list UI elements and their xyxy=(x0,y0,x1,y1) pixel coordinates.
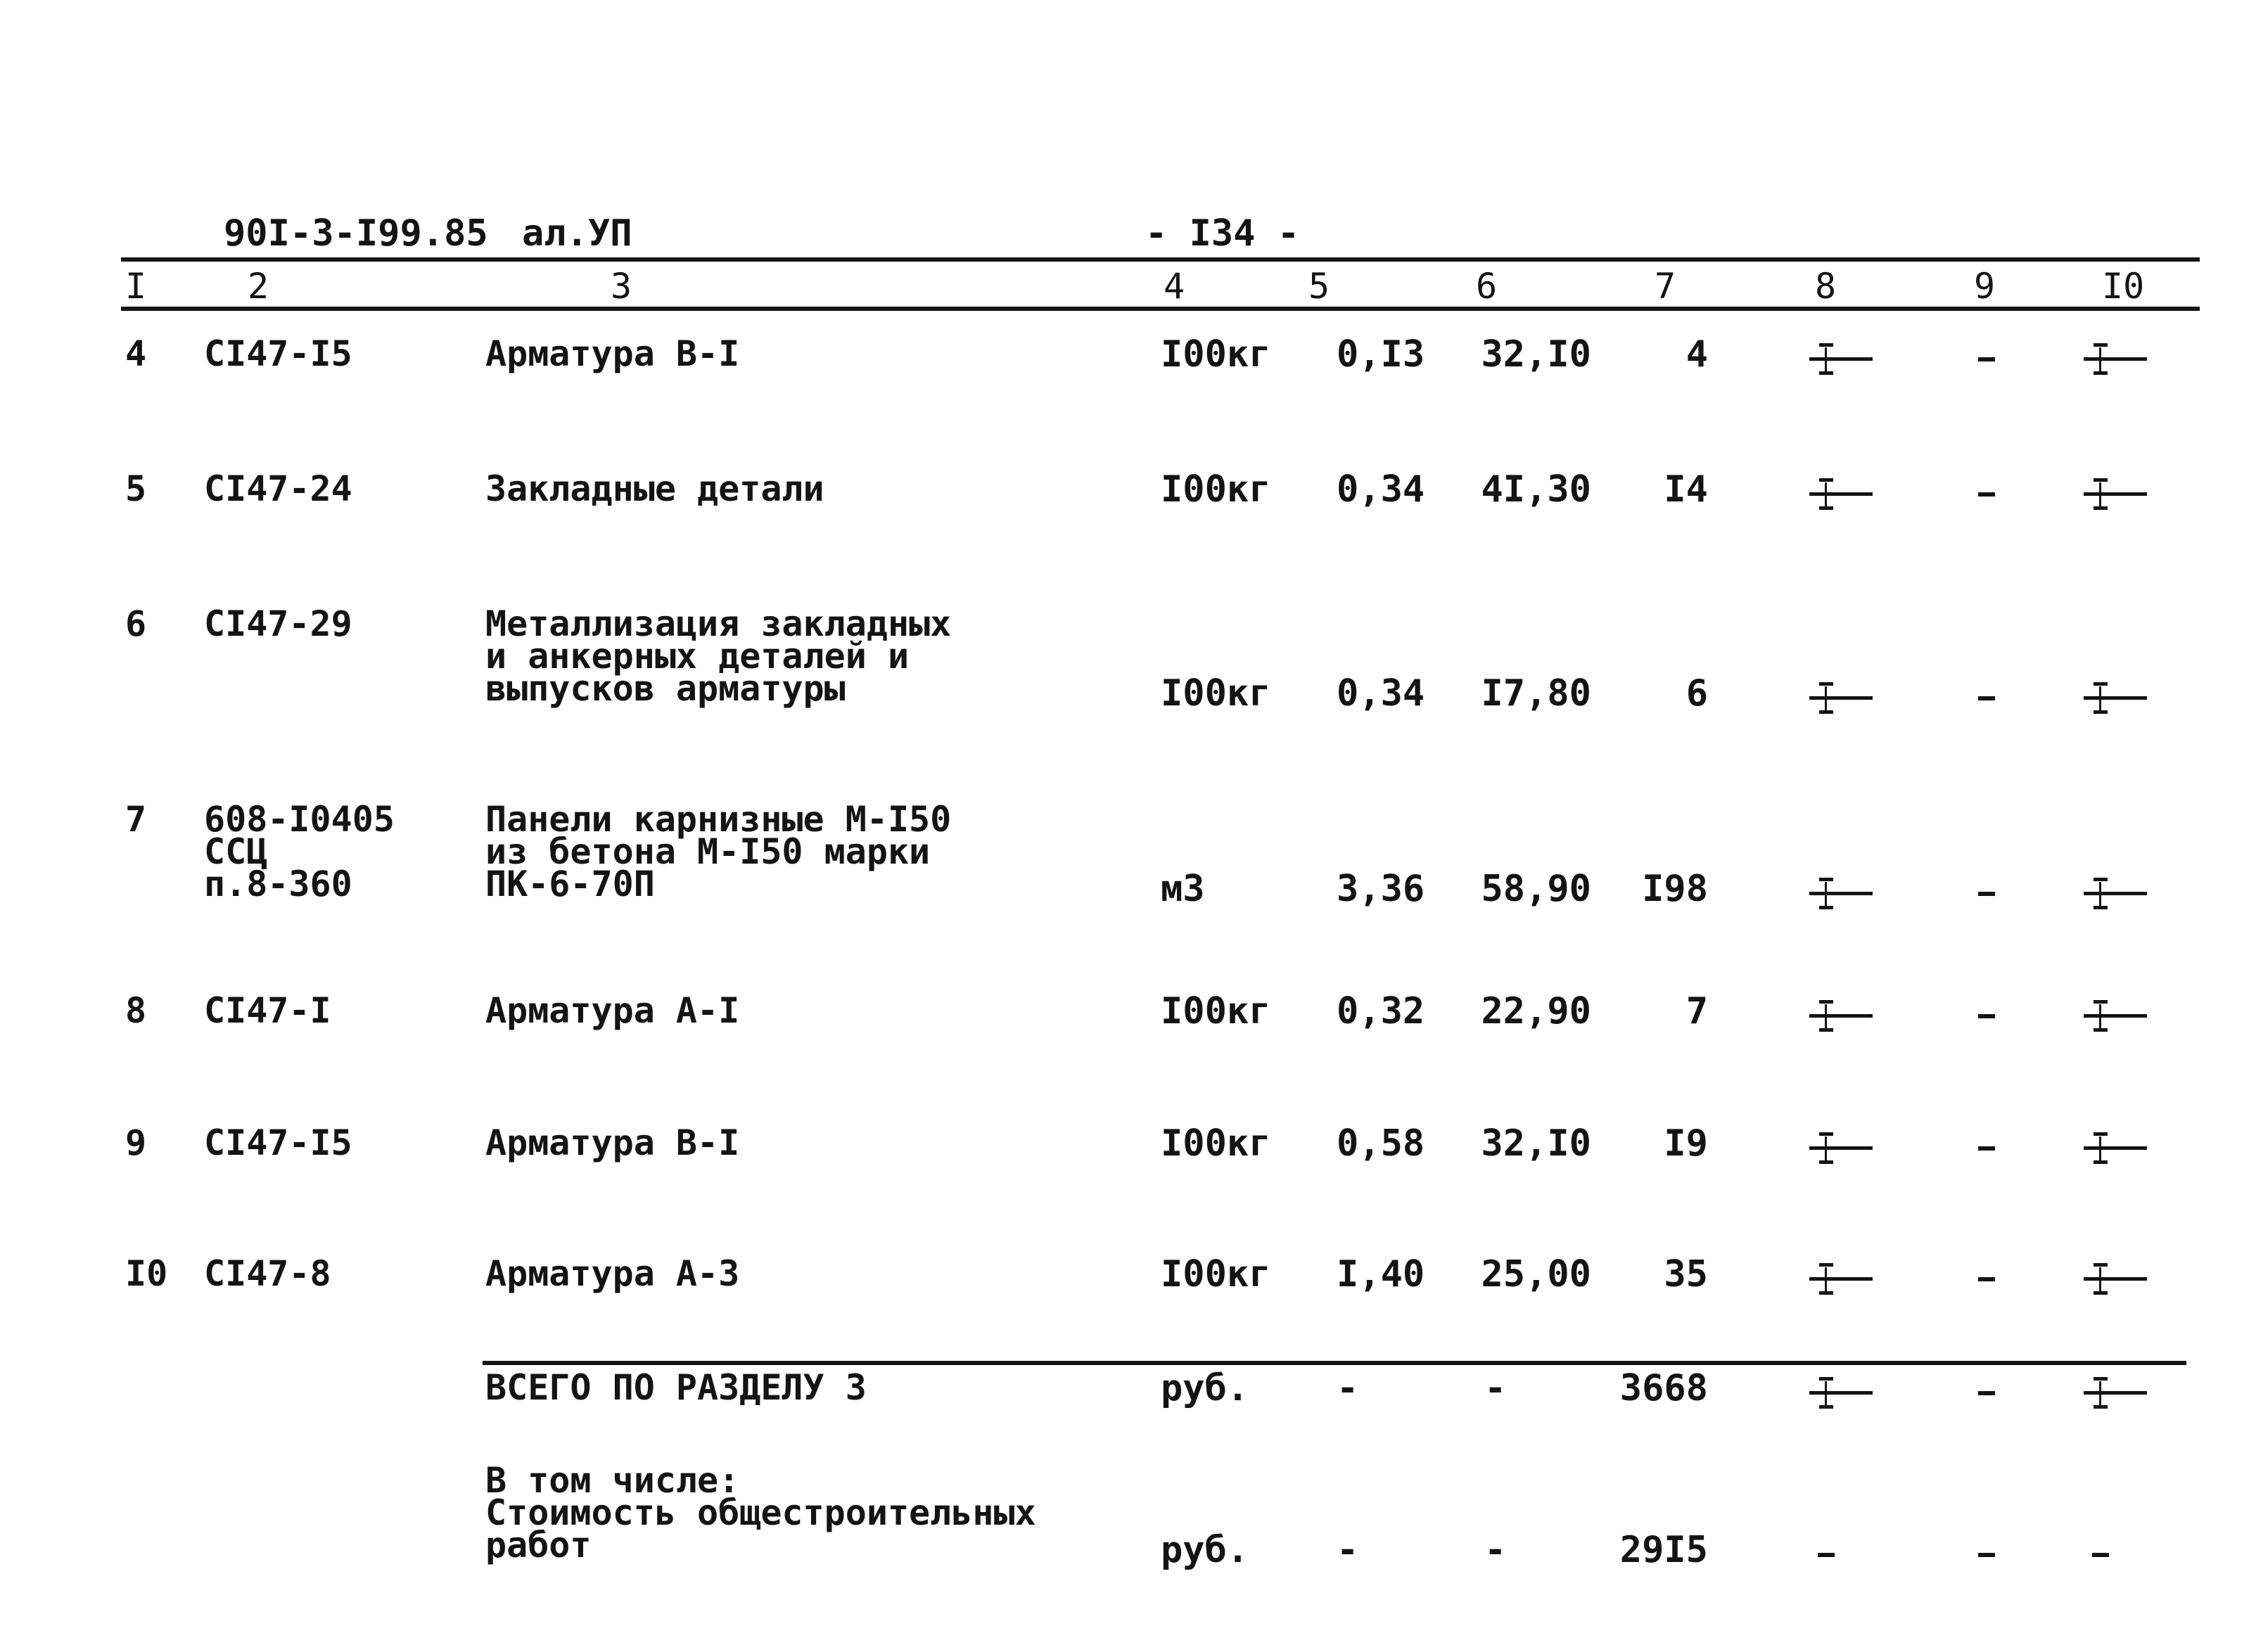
quantity: - xyxy=(1337,1367,1359,1409)
album-number: ал.УП xyxy=(522,212,632,255)
unit-price: 58,90 xyxy=(1481,868,1591,910)
norm-code: ССЦ xyxy=(204,831,268,872)
unit: руб. xyxy=(1161,1529,1249,1571)
unit: м3 xyxy=(1161,868,1205,910)
col8-ditto-mark xyxy=(1809,339,1873,381)
col9-dash xyxy=(1978,1391,1995,1395)
row-number: 7 xyxy=(125,799,147,840)
col10-ditto-mark xyxy=(2084,1128,2147,1170)
quantity: 0,I3 xyxy=(1337,333,1425,376)
column-number: 7 xyxy=(1655,266,1676,307)
col10-ditto-mark xyxy=(2084,474,2147,516)
work-name: Металлизация закладных xyxy=(485,603,952,644)
total-cost: 7 xyxy=(1685,990,1708,1032)
unit-price: - xyxy=(1484,1367,1507,1409)
row-number: 5 xyxy=(125,468,147,509)
work-name: Закладные детали xyxy=(485,468,824,509)
total-cost: 3668 xyxy=(1619,1367,1708,1409)
col9-dash xyxy=(1978,1146,1995,1151)
totals-rule xyxy=(483,1361,2186,1365)
totals-label: работ xyxy=(485,1525,592,1565)
col10-ditto-mark xyxy=(2084,1373,2147,1415)
work-name: Панели карнизные М-I50 xyxy=(485,799,952,840)
page-number: - I34 - xyxy=(1145,212,1300,255)
column-number: 8 xyxy=(1815,266,1837,307)
row-number: 4 xyxy=(125,333,147,374)
unit-price: I7,80 xyxy=(1481,672,1591,715)
total-cost: 4 xyxy=(1685,333,1708,376)
col10-ditto-mark xyxy=(2084,873,2147,916)
work-name: выпусков арматуры xyxy=(485,668,846,709)
col8-dash xyxy=(1818,1553,1835,1557)
column-number: 3 xyxy=(611,266,632,307)
unit-price: 22,90 xyxy=(1481,990,1591,1032)
quantity: - xyxy=(1337,1529,1359,1571)
total-cost: 35 xyxy=(1664,1253,1708,1295)
unit: I00кг xyxy=(1161,468,1271,511)
unit: I00кг xyxy=(1161,333,1271,376)
work-name: Арматура В-I xyxy=(485,333,740,374)
unit: I00кг xyxy=(1161,1253,1271,1295)
unit: I00кг xyxy=(1161,990,1271,1032)
totals-label: ВСЕГО ПО РАЗДЕЛУ 3 xyxy=(485,1367,867,1408)
quantity: 0,34 xyxy=(1337,672,1425,715)
col10-ditto-mark xyxy=(2084,996,2147,1038)
row-number: 6 xyxy=(125,603,147,644)
column-number: 2 xyxy=(248,266,269,307)
col9-dash xyxy=(1978,357,1995,361)
total-cost: I98 xyxy=(1642,868,1708,910)
norm-code: CI47-24 xyxy=(204,468,352,509)
column-number: 5 xyxy=(1308,266,1330,307)
total-cost: 29I5 xyxy=(1619,1529,1708,1571)
norm-code: CI47-I5 xyxy=(204,1122,352,1163)
col8-ditto-mark xyxy=(1809,678,1873,720)
column-number: 6 xyxy=(1476,266,1498,307)
quantity: 0,34 xyxy=(1337,468,1425,511)
col8-ditto-mark xyxy=(1809,996,1873,1038)
work-name: Арматура А-I xyxy=(485,990,740,1031)
work-name: из бетона М-I50 марки xyxy=(485,831,931,872)
row-number: 8 xyxy=(125,990,147,1031)
unit-price: 32,I0 xyxy=(1481,333,1591,376)
unit: руб. xyxy=(1161,1367,1249,1409)
unit-price: 4I,30 xyxy=(1481,468,1591,511)
norm-code: CI47-I xyxy=(204,990,331,1031)
quantity: I,40 xyxy=(1337,1253,1425,1295)
col9-dash xyxy=(1978,1277,1995,1281)
unit-price: 32,I0 xyxy=(1481,1122,1591,1165)
total-cost: I4 xyxy=(1664,468,1708,511)
col8-ditto-mark xyxy=(1809,1128,1873,1170)
col10-ditto-mark xyxy=(2084,339,2147,381)
norm-code: CI47-8 xyxy=(204,1253,331,1294)
col10-ditto-mark xyxy=(2084,678,2147,720)
norm-code: CI47-I5 xyxy=(204,333,352,374)
col10-ditto-mark xyxy=(2084,1259,2147,1301)
total-cost: I9 xyxy=(1664,1122,1708,1165)
totals-label: В том числе: xyxy=(485,1460,740,1501)
header-bottom-rule xyxy=(121,307,2200,311)
document-code: 90I-3-I99.85 xyxy=(224,212,488,255)
row-number: 9 xyxy=(125,1122,147,1163)
col8-ditto-mark xyxy=(1809,474,1873,516)
col9-dash xyxy=(1978,492,1995,497)
norm-code: 608-I0405 xyxy=(204,799,395,840)
total-cost: 6 xyxy=(1685,672,1708,715)
col8-ditto-mark xyxy=(1809,1373,1873,1415)
work-name: Арматура А-3 xyxy=(485,1253,740,1294)
col9-dash xyxy=(1978,1553,1995,1557)
totals-label: Стоимость общестроительных xyxy=(485,1492,1036,1533)
work-name: Арматура В-I xyxy=(485,1122,740,1163)
col8-ditto-mark xyxy=(1809,873,1873,916)
column-number: 4 xyxy=(1164,266,1185,307)
column-number: I0 xyxy=(2102,266,2145,307)
column-number: 9 xyxy=(1974,266,1996,307)
unit-price: - xyxy=(1484,1529,1507,1571)
quantity: 3,36 xyxy=(1337,868,1425,910)
norm-code: п.8-360 xyxy=(204,864,352,904)
col9-dash xyxy=(1978,696,1995,700)
row-number: I0 xyxy=(125,1253,168,1294)
col10-dash xyxy=(2092,1553,2109,1557)
unit-price: 25,00 xyxy=(1481,1253,1591,1295)
column-number: I xyxy=(125,266,147,307)
col9-dash xyxy=(1978,1014,1995,1018)
header-top-rule xyxy=(121,257,2200,262)
quantity: 0,58 xyxy=(1337,1122,1425,1165)
quantity: 0,32 xyxy=(1337,990,1425,1032)
work-name: и анкерных деталей и xyxy=(485,636,910,677)
unit: I00кг xyxy=(1161,672,1271,715)
col8-ditto-mark xyxy=(1809,1259,1873,1301)
norm-code: CI47-29 xyxy=(204,603,352,644)
work-name: ПК-6-70П xyxy=(485,864,655,904)
col9-dash xyxy=(1978,892,1995,896)
unit: I00кг xyxy=(1161,1122,1271,1165)
